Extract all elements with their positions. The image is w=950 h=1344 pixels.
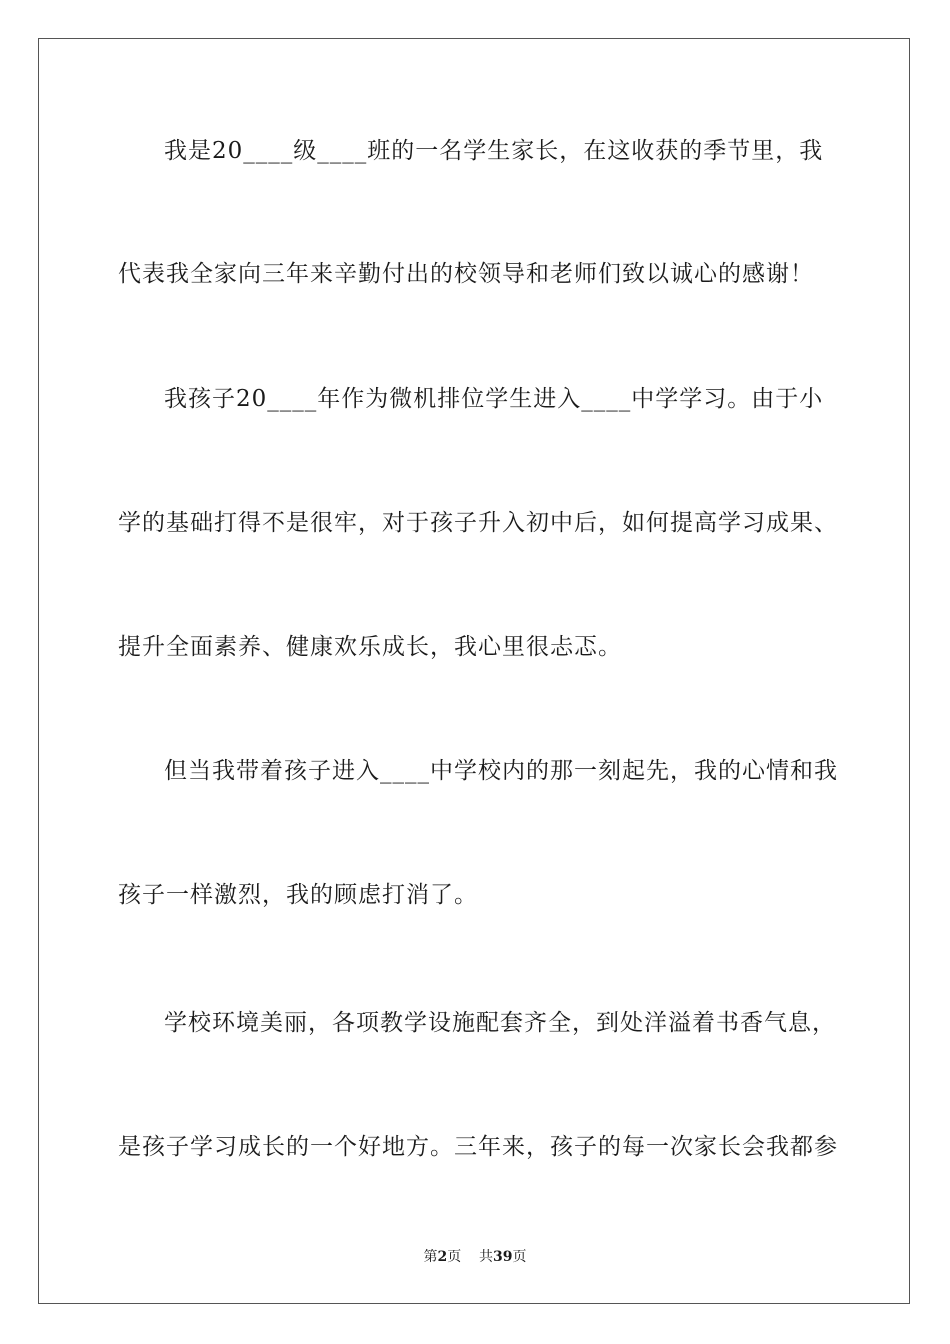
paragraph-4-line-2: 是孩子学习成长的一个好地方。三年来，孩子的每一次家长会我都参 [118,1134,838,1160]
paragraph-3-line-2: 孩子一样激烈，我的顾虑打消了。 [118,882,478,908]
footer-page-number: 2 [437,1249,448,1265]
paragraph-4-line-1: 学校环境美丽，各项教学设施配套齐全，到处洋溢着书香气息， [164,1010,836,1036]
paragraph-2-line-2: 学的基础打得不是很牢，对于孩子升入初中后，如何提高学习成果、 [118,510,838,536]
paragraph-1-line-1: 我是20____级____班的一名学生家长，在这收获的季节里，我 [164,138,824,164]
page-footer [0,1248,950,1266]
footer-page-suffix: 页 [447,1249,462,1265]
footer-total-pages: 39 [493,1249,513,1265]
footer-total-prefix: 共 [479,1249,494,1265]
paragraph-3-line-1: 但当我带着孩子进入____中学校内的那一刻起先，我的心情和我 [164,758,838,784]
footer-page-prefix: 第 [423,1249,438,1265]
paragraph-2-line-1: 我孩子20____年作为微机排位学生进入____中学学习。由于小 [164,386,824,412]
paragraph-2-line-3: 提升全面素养、健康欢乐成长，我心里很忐忑。 [118,634,622,660]
footer-total-suffix: 页 [512,1249,527,1265]
page-frame [38,38,910,1304]
paragraph-1-line-2: 代表我全家向三年来辛勤付出的校领导和老师们致以诚心的感谢！ [118,261,814,287]
